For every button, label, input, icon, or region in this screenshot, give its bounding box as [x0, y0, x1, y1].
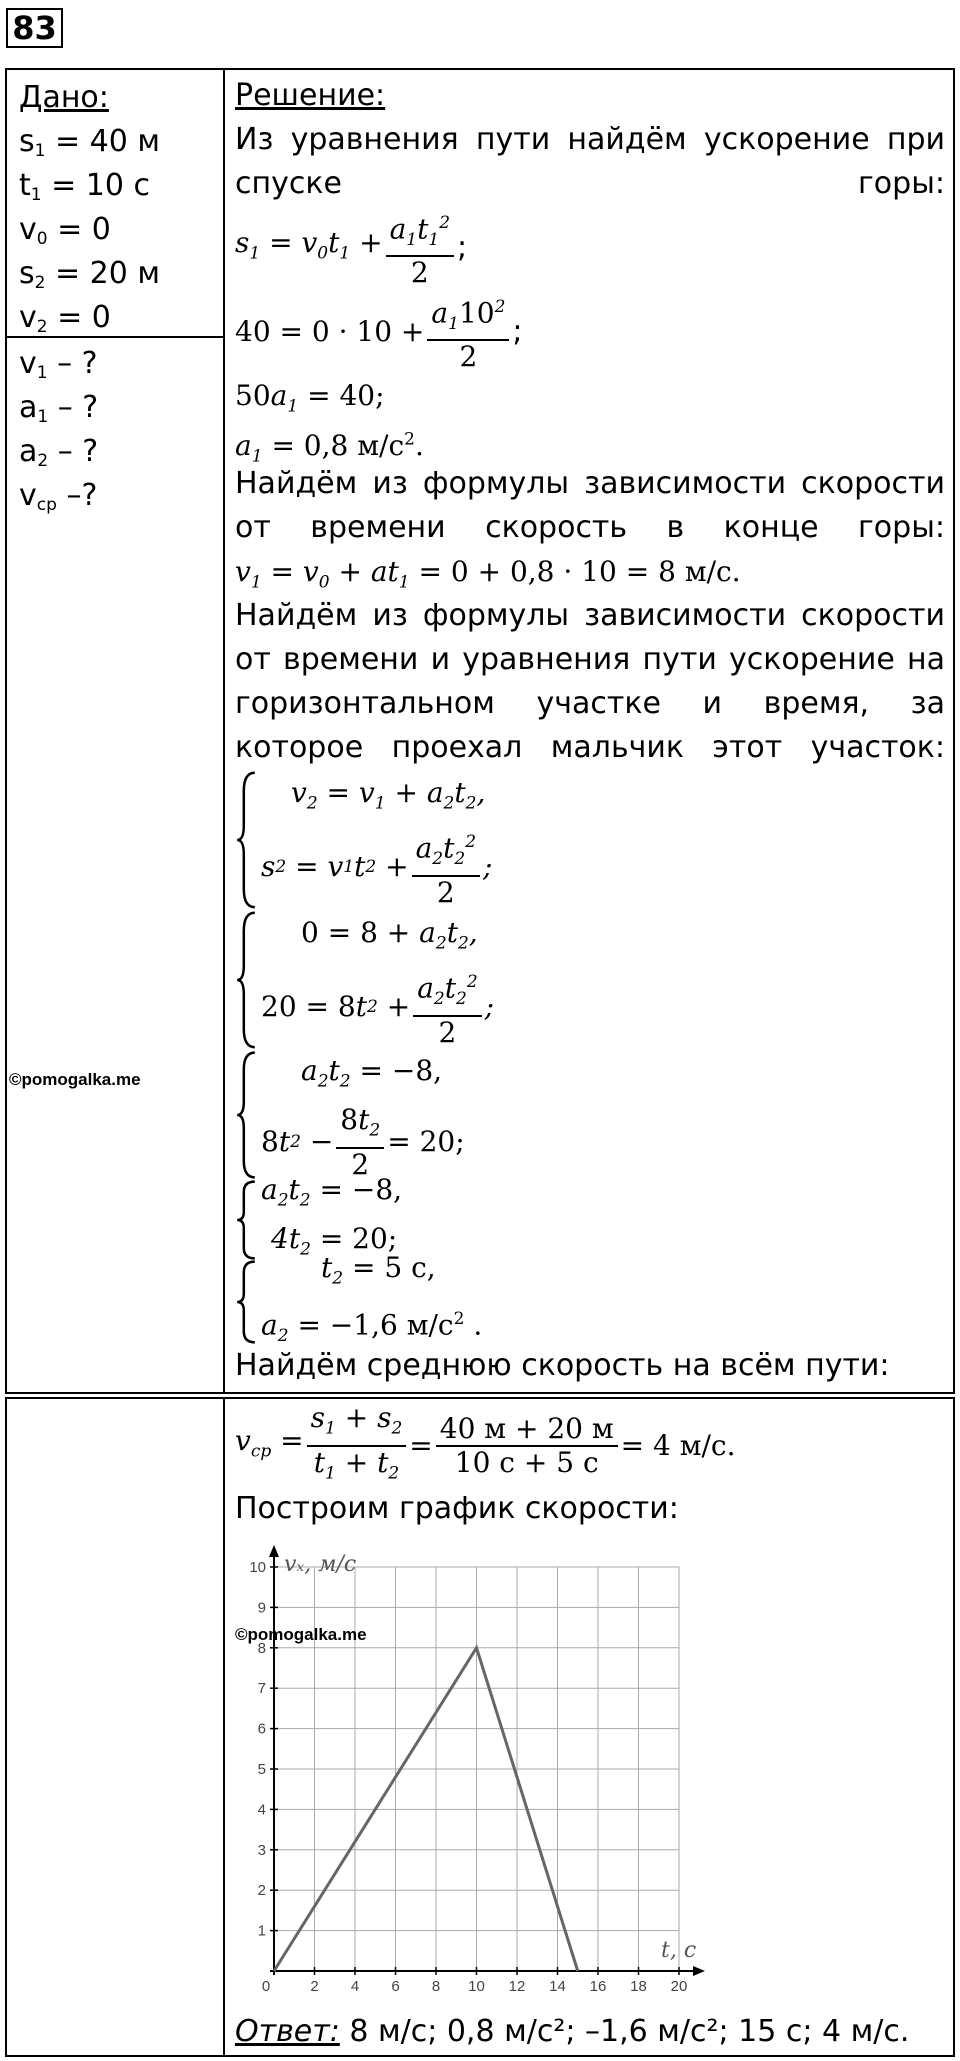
system-1: $v_2 = v_1 + a_2t_2$, s 2 = v 1 t 2 + $\frac{a_2t_2^2}{2}$ ;: [235, 770, 945, 910]
answer-text: 8 м/с; 0,8 м/с²; –1,6 м/с²; 15 с; 4 м/с.: [339, 2014, 910, 2049]
brace-icon: [235, 1180, 257, 1260]
text-accel-2: Найдём из формулы зависимости скорости от времени и уравнения пути ускорение на горизонтальном участке и время, за которое проехал мальчик этот участок:: [235, 598, 945, 765]
brace-icon: [235, 1260, 257, 1344]
x-tick-label: 4: [350, 1978, 360, 1995]
x-tick-label: 2: [310, 1978, 319, 1995]
given-item: $t_1 = 10$ с: [19, 168, 151, 205]
brace-icon: [235, 770, 257, 910]
y-tick-label: 7: [257, 1680, 266, 1698]
x-tick-label: 0: [261, 1978, 271, 1995]
given-section: [19, 76, 160, 340]
equation-v1: $v_1 = v_0 + at_1 = 0 + 0,8 \cdot 10 = 8$ м/с.: [235, 555, 741, 593]
equation-path-1: $s_1 = v_0t_1$ + $\frac{a_1t_1^2}{2}$ ;: [235, 206, 945, 290]
watermark-chart: ©pomogalka.me: [235, 1625, 367, 1644]
given-item: $v_0 = 0$: [19, 212, 111, 249]
y-tick-label: 9: [257, 1599, 266, 1617]
solution-intro: Из уравнения пути найдём ускорение при спуске горы:: [235, 122, 945, 201]
column-divider: [223, 1399, 225, 2055]
x-tick-label: 12: [508, 1978, 526, 1995]
given-title: Дано:: [19, 80, 109, 115]
x-axis-label: t, с: [661, 1938, 697, 1963]
given-item: $v_2 = 0$: [19, 300, 111, 337]
text-avg: Найдём среднюю скорость на всём пути:: [235, 1348, 890, 1383]
y-tick-label: 3: [257, 1841, 266, 1859]
solution-title: Решение:: [235, 78, 386, 113]
y-tick-label: 5: [257, 1761, 266, 1778]
y-axis-arrow: [269, 1545, 279, 1557]
system-4: $a_2t_2 = -8$, $4t_2 = 20$;: [235, 1180, 945, 1260]
velocity-chart-svg: [232, 1539, 712, 2009]
given-item: $s_1 = 40$ м: [19, 124, 161, 161]
x-tick-label: 16: [589, 1978, 607, 1995]
system-5: $t_2 = 5$ с, $a_2 = -1,6$ $м/с^2$ .: [235, 1260, 945, 1344]
text-graph: Построим график скорости:: [235, 1491, 679, 1526]
solution-table-2: [5, 1397, 955, 2057]
watermark: ©pomogalka.me: [9, 1070, 141, 1089]
y-axis-label: vₓ, м/с: [284, 1552, 357, 1577]
system-2: $0 = 8 + a_2t_2$, 20 = 8 t 2 + $\frac{a_2t_2^2}{2}$ ;: [235, 910, 945, 1050]
equation-50a1: $50a_1 = 40$;: [235, 379, 385, 417]
find-item: $a_1$ – ?: [19, 390, 99, 427]
find-item: $v_1$ – ?: [19, 346, 98, 383]
equation-vcp: $v_{ср}$ = $\frac{s_1 + s_2}{t_1 + t_2}$ = $\frac{40 м + 20 м}{10 с + 5 с}$ = 4 м/с.: [235, 1401, 736, 1484]
find-item: $v_{ср}$ –?: [19, 478, 98, 515]
y-tick-label: 10: [249, 1559, 266, 1576]
equation-a1: $a_1 = 0,8$ $м/с^2$.: [235, 429, 424, 467]
system-3: $a_2t_2 = -8$, 8 t 2 − $\frac{8t_2}{2}$ = 20;: [235, 1050, 945, 1180]
answer: [235, 2014, 909, 2049]
y-tick-label: 1: [257, 1922, 266, 1940]
x-tick-label: 10: [468, 1978, 485, 1995]
answer-label: Ответ:: [235, 2014, 340, 2049]
y-tick-label: 6: [257, 1720, 266, 1738]
solution-table-1: [5, 68, 955, 1394]
given-item: $s_2 = 20$ м: [19, 256, 161, 293]
x-tick-label: 20: [670, 1978, 688, 1995]
problem-number: 83: [6, 8, 63, 48]
x-tick-label: 6: [391, 1978, 400, 1995]
equation-path-1-substituted: 40 = 0 · 10 + $\frac{a_110^2}{2}$ ;: [235, 290, 945, 374]
solution-section: [235, 74, 945, 1388]
brace-icon: [235, 910, 257, 1050]
find-item: $a_2$ – ?: [19, 434, 99, 471]
x-tick-label: 8: [431, 1978, 441, 1995]
text-velocity-1: Найдём из формулы зависимости скорости от времени скорость в конце горы:: [235, 466, 945, 545]
y-tick-label: 4: [257, 1801, 266, 1819]
y-tick-label: 8: [257, 1639, 266, 1657]
column-divider: [223, 70, 225, 1392]
x-tick-label: 14: [549, 1978, 566, 1995]
y-tick-label: 2: [257, 1882, 266, 1900]
find-section: [19, 342, 98, 518]
brace-icon: [235, 1050, 257, 1180]
x-axis-arrow: [693, 1966, 705, 1976]
x-tick-label: 18: [630, 1978, 647, 1995]
velocity-chart: [232, 1539, 712, 2009]
average-speed-section: [235, 1401, 945, 1531]
